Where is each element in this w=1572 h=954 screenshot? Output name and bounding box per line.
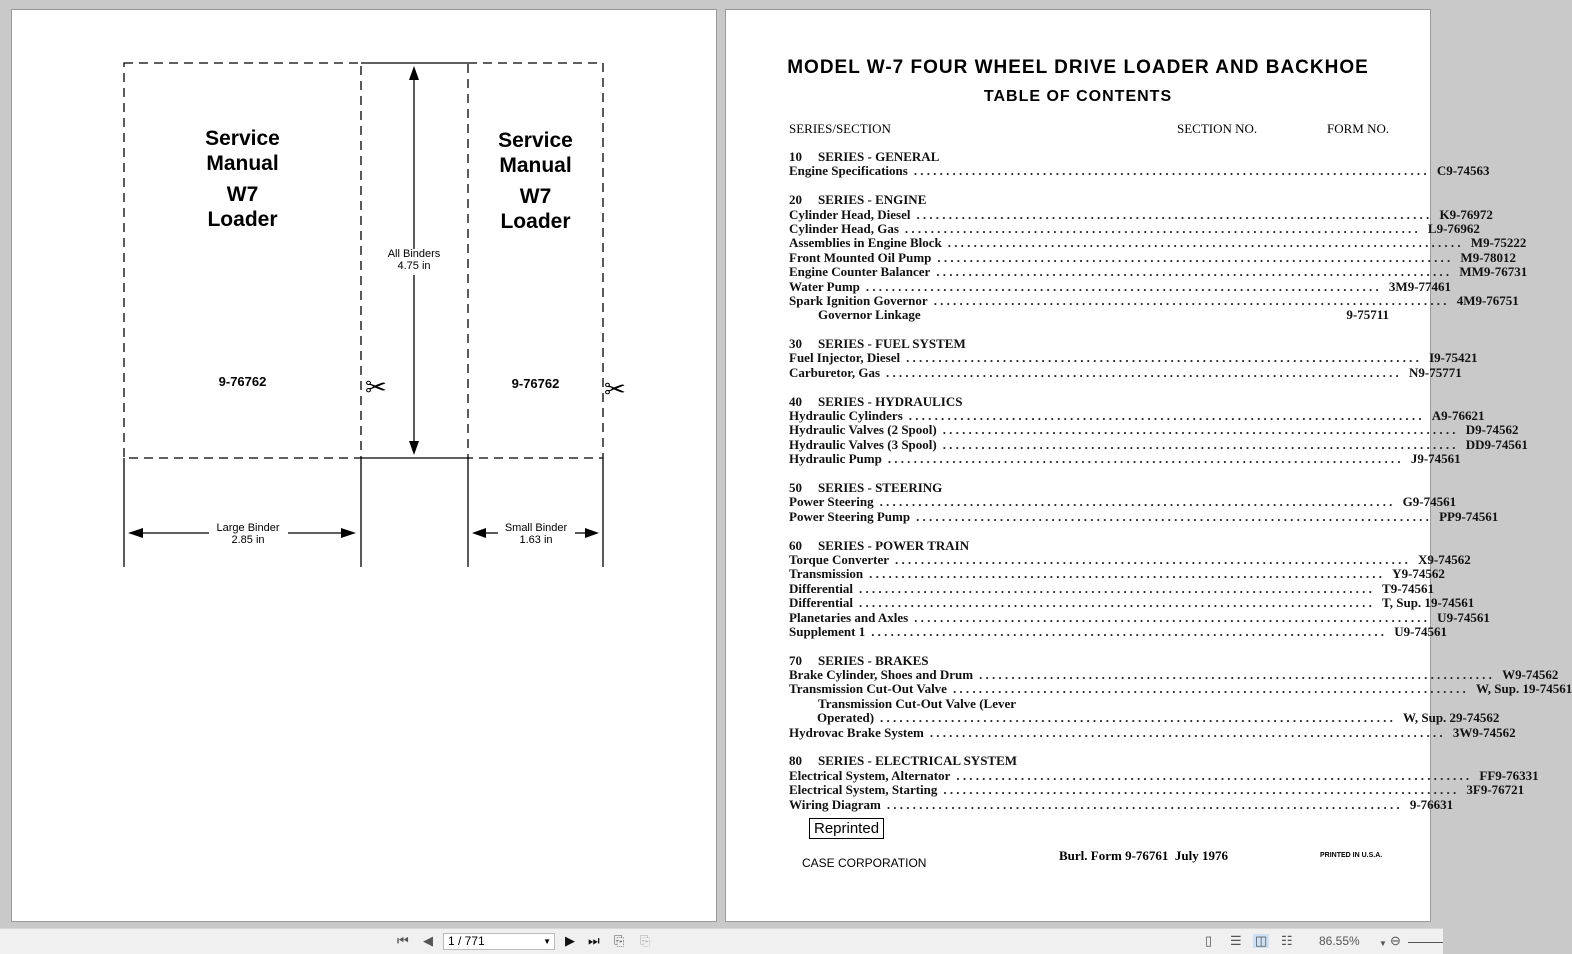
dot-leader: ................................................................................ <box>942 436 1459 452</box>
all-binders-size: 4.75 in <box>397 260 431 272</box>
series-title: SERIES - FUEL SYSTEM <box>818 336 966 352</box>
entry-name: Brake Cylinder, Shoes and Drum <box>789 667 974 683</box>
series-heading <box>789 150 1389 164</box>
entry-form: 9-76331 <box>1495 767 1539 783</box>
entry-section: T <box>1382 580 1391 596</box>
toc-series-group <box>789 336 1478 380</box>
dot-leader: ................................................................................ <box>887 451 1404 467</box>
document-title: MODEL W-7 FOUR WHEEL DRIVE LOADER AND BACKHOE <box>787 57 1369 78</box>
entry-name: Hydraulic Valves (2 Spool) <box>789 422 937 438</box>
entry-form: 9-76751 <box>1475 292 1519 308</box>
entry-name: Transmission Cut-Out Valve <box>789 681 947 697</box>
series-heading <box>789 654 1389 668</box>
entry-section: A <box>1431 408 1442 424</box>
entry-section: W, Sup. 2 <box>1403 710 1457 726</box>
dot-leader: ................................................................................ <box>913 163 1430 179</box>
toc-heading: TABLE OF CONTENTS <box>983 88 1173 105</box>
series-number: 70 <box>789 652 802 668</box>
entry-name: Cylinder Head, Diesel <box>789 206 911 222</box>
dot-leader: ................................................................................ <box>947 235 1464 251</box>
series-number: 30 <box>789 336 802 352</box>
series-number: 80 <box>789 753 802 769</box>
series-number: 40 <box>789 393 802 409</box>
entry-section: G <box>1402 494 1413 510</box>
entry-form: 9-76972 <box>1449 206 1493 222</box>
entry-form: 9-75771 <box>1418 364 1462 380</box>
left-page <box>11 9 717 922</box>
entry-section: K <box>1439 206 1450 222</box>
header-form: FORM NO. <box>1327 121 1390 136</box>
toc-series-group <box>789 192 1528 323</box>
dot-leader <box>1016 697 1182 711</box>
toc-entry <box>789 451 1461 467</box>
toc-entry <box>789 681 1572 697</box>
header-series: SERIES/SECTION <box>789 121 891 136</box>
entry-name: Hydrovac Brake System <box>789 724 924 740</box>
entry-name: Electrical System, Starting <box>789 782 938 798</box>
series-title: SERIES - STEERING <box>818 479 943 495</box>
dot-leader: ................................................................................ <box>895 551 1412 567</box>
entry-section: W <box>1502 667 1516 683</box>
entry-name: Engine Specifications <box>789 163 908 179</box>
entry-name: Assemblies in Engine Block <box>789 235 942 251</box>
entry-section: W, Sup. 1 <box>1475 681 1529 697</box>
toc-entry <box>789 796 1454 812</box>
small-binder-line3: W7 <box>519 185 552 208</box>
toc-entry <box>789 623 1447 639</box>
entry-form: 9-75222 <box>1483 235 1527 251</box>
entry-section <box>1403 798 1410 812</box>
series-number: 10 <box>789 149 802 164</box>
series-number: 50 <box>789 479 802 495</box>
entry-section: I <box>1429 350 1435 366</box>
entry-name: Front Mounted Oil Pump <box>789 249 932 265</box>
toc-entry <box>789 551 1471 567</box>
dot-leader: ................................................................................ <box>871 623 1388 639</box>
dot-leader: ................................................................................ <box>904 220 1421 236</box>
dot-leader: ................................................................................ <box>929 724 1446 740</box>
toc-entry <box>789 566 1445 582</box>
entry-section: M <box>1470 235 1484 251</box>
entry-section: N <box>1409 364 1419 380</box>
entry-name: Governor Linkage <box>818 307 921 323</box>
bottom-toolbar <box>0 928 1443 954</box>
toc-entry <box>789 767 1539 783</box>
dot-leader: ................................................................................ <box>956 767 1473 783</box>
large-binder-line1: Service <box>205 127 280 150</box>
toc-entry <box>789 422 1519 438</box>
toc-series-group <box>789 537 1490 640</box>
toc-series-group <box>789 652 1572 740</box>
company-name: CASE CORPORATION <box>802 856 927 870</box>
entry-name: Carburetor, Gas <box>789 364 880 380</box>
series-title: SERIES - BRAKES <box>818 652 929 668</box>
series-heading <box>789 395 1389 409</box>
entry-form: 9-74561 <box>1528 681 1572 697</box>
entry-section: FF <box>1479 767 1496 783</box>
entry-form: 9-74562 <box>1401 566 1445 582</box>
toc-entry <box>789 508 1499 524</box>
entry-form: 9-74561 <box>1484 436 1528 452</box>
small-binder-label: Small Binder <box>504 522 568 534</box>
entry-section: L <box>1427 220 1437 236</box>
toc-entry <box>789 264 1528 280</box>
series-title: SERIES - HYDRAULICS <box>818 393 963 409</box>
entry-section: D <box>1465 422 1476 438</box>
series-title: SERIES - ELECTRICAL SYSTEM <box>818 753 1018 769</box>
entry-section: M <box>1460 249 1473 265</box>
large-binder-outline <box>124 63 361 458</box>
toc-entry <box>789 595 1475 611</box>
entry-section: DD <box>1465 436 1485 452</box>
dot-leader: ................................................................................ <box>933 292 1450 308</box>
toc-entry <box>789 436 1528 452</box>
two-page-continuous-view-icon[interactable]: ☷ <box>1281 933 1293 948</box>
dot-leader: ................................................................................ <box>936 264 1453 280</box>
entry-form: 9-74563 <box>1446 163 1490 179</box>
toc-entry <box>789 249 1517 265</box>
entry-section: C <box>1436 163 1447 179</box>
next-page-icon[interactable]: ▶ <box>565 933 575 948</box>
dot-leader: ................................................................................ <box>916 206 1433 222</box>
series-number: 60 <box>789 537 802 553</box>
two-page-view-icon[interactable]: ◫ <box>1255 933 1268 948</box>
entry-section <box>1182 308 1329 322</box>
entry-form: 9-74562 <box>1427 551 1471 567</box>
zoom-slider[interactable] <box>1408 942 1443 943</box>
entry-name: Supplement 1 <box>789 623 866 639</box>
entry-section <box>1182 697 1329 711</box>
entry-form: 9-74561 <box>1412 494 1457 510</box>
large-binder-size: 2.85 in <box>231 534 265 546</box>
toc-entry <box>789 408 1485 424</box>
dot-leader: ................................................................................ <box>886 364 1402 380</box>
entry-name: Water Pump <box>789 278 860 294</box>
entry-name: Planetaries and Axles <box>789 609 909 625</box>
entry-form: 9-76962 <box>1436 220 1480 236</box>
small-binder-line2: Manual <box>499 154 572 177</box>
toc-entry <box>789 782 1525 798</box>
entry-name: Operated) <box>817 710 875 726</box>
entry-form: 9-76621 <box>1441 408 1485 424</box>
entry-name: Engine Counter Balancer <box>789 264 931 280</box>
entry-name: Hydraulic Cylinders <box>789 408 903 424</box>
right-page <box>725 9 1572 922</box>
copy-page-icon[interactable]: ⎘ <box>640 933 651 948</box>
toc-entry <box>789 292 1519 308</box>
dot-leader: ................................................................................ <box>916 508 1433 524</box>
page-number-field[interactable] <box>443 933 555 950</box>
small-binder-size: 1.63 in <box>519 534 553 546</box>
toc-entry <box>789 667 1559 683</box>
zoom-level[interactable]: 86.55% <box>1319 934 1360 948</box>
toc-entry <box>789 350 1478 366</box>
toc-entry <box>789 206 1493 222</box>
binder-spine-diagram <box>1 1 718 601</box>
entry-section: 3W <box>1452 724 1473 740</box>
entry-name: Hydraulic Valves (3 Spool) <box>789 436 937 452</box>
series-heading <box>789 754 1389 768</box>
scissors-icon: ✂ <box>604 374 626 404</box>
entry-name: Spark Ignition Governor <box>789 292 928 308</box>
toc-entry <box>789 710 1500 726</box>
toc-entry <box>789 609 1490 625</box>
entry-section: PP <box>1439 508 1455 524</box>
chevron-down-icon[interactable]: ▼ <box>543 937 551 946</box>
dot-leader: ................................................................................ <box>942 422 1459 438</box>
dot-leader: ................................................................................ <box>869 566 1386 582</box>
entry-form: 9-74562 <box>1472 724 1516 740</box>
entry-form: 9-76731 <box>1483 264 1528 280</box>
entry-form: 9-75421 <box>1434 350 1478 366</box>
header-section: SECTION NO. <box>1177 121 1258 136</box>
printed-in-usa: PRINTED IN U.S.A. <box>1320 852 1383 859</box>
large-binder-label: Large Binder <box>216 522 280 534</box>
entry-form: 9-74561 <box>1430 595 1475 611</box>
entry-form: 9-74561 <box>1446 609 1490 625</box>
entry-form: 9-76631 <box>1409 796 1454 812</box>
entry-form: 9-76721 <box>1480 782 1525 798</box>
small-binder-form: 9-76762 <box>511 376 560 391</box>
large-binder-line4: Loader <box>207 208 278 231</box>
entry-name: Cylinder Head, Gas <box>789 220 899 236</box>
series-title: SERIES - POWER TRAIN <box>818 537 970 553</box>
toc-series-group <box>789 753 1539 812</box>
series-title: SERIES - ENGINE <box>818 192 927 208</box>
dot-leader: ................................................................................ <box>937 249 1454 265</box>
small-binder-line1: Service <box>498 129 573 152</box>
entry-section: X <box>1418 551 1428 567</box>
toc-entry <box>789 235 1527 251</box>
toc-series-group <box>789 393 1528 467</box>
entry-form: 9-77461 <box>1407 278 1452 294</box>
entry-section: U <box>1394 623 1404 639</box>
dot-leader: ................................................................................ <box>914 609 1431 625</box>
page-number-value: 1 / 771 <box>448 934 485 948</box>
large-binder-line2: Manual <box>206 152 279 175</box>
entry-name: Hydraulic Pump <box>789 451 882 467</box>
entry-name: Power Steering <box>789 494 874 510</box>
entry-name: Transmission Cut-Out Valve (Lever <box>818 695 1017 711</box>
dot-leader: ................................................................................ <box>859 580 1376 596</box>
dot-leader: ................................................................................ <box>906 350 1423 366</box>
toc-entry <box>789 163 1490 179</box>
entry-section: U <box>1437 609 1447 625</box>
toc-series-group <box>789 479 1499 524</box>
dot-leader: ................................................................................ <box>865 278 1382 294</box>
entry-section: MM <box>1459 264 1484 280</box>
all-binders-label: All Binders <box>387 248 441 260</box>
entry-form: 9-74562 <box>1456 710 1500 726</box>
dot-leader: ................................................................................ <box>908 408 1425 424</box>
form-date: Burl. Form 9-76761 July 1976 <box>1059 848 1228 863</box>
entry-name: Differential <box>789 580 854 596</box>
entry-name: Wiring Diagram <box>789 796 881 812</box>
continuous-view-icon[interactable]: ☰ <box>1230 933 1242 948</box>
toc-series-group <box>789 149 1490 179</box>
zoom-out-icon[interactable]: ⊖ <box>1390 933 1401 948</box>
large-binder-line3: W7 <box>226 183 259 206</box>
scissors-icon: ✂ <box>365 372 387 402</box>
entry-name: Torque Converter <box>789 551 890 567</box>
series-title: SERIES - GENERAL <box>818 149 940 164</box>
series-heading <box>789 481 1389 495</box>
first-page-icon[interactable]: ⏮ <box>397 933 409 948</box>
entry-name: Electrical System, Alternator <box>789 767 951 783</box>
previous-page-icon[interactable]: ◀ <box>423 933 433 948</box>
toc-entry <box>789 278 1452 294</box>
reprinted-stamp: Reprinted <box>809 818 884 839</box>
dot-leader: ................................................................................ <box>952 681 1469 697</box>
entry-form: 9-74561 <box>1390 580 1435 596</box>
entry-name: Differential <box>789 595 854 611</box>
entry-form: 9-74561 <box>1417 451 1461 467</box>
toc-entry <box>789 364 1462 380</box>
entry-form: 9-78012 <box>1472 249 1517 265</box>
entry-section: Y <box>1392 566 1402 582</box>
dot-leader: ................................................................................ <box>979 667 1496 683</box>
toc-entry <box>789 308 1389 322</box>
series-number: 20 <box>789 192 802 208</box>
series-heading <box>789 193 1389 207</box>
last-page-icon[interactable]: ⏭ <box>588 933 600 948</box>
series-heading <box>789 539 1389 553</box>
small-binder-outline <box>468 63 603 458</box>
toc-entry <box>789 494 1457 510</box>
rotate-page-icon[interactable]: ⎘ <box>614 933 625 948</box>
entry-section: 3F <box>1466 782 1481 798</box>
zoom-dropdown-icon[interactable]: ▼ <box>1379 939 1387 948</box>
entry-name: Power Steering Pump <box>789 508 911 524</box>
large-binder-form: 9-76762 <box>218 374 267 389</box>
entry-section: 4M <box>1456 292 1476 308</box>
small-binder-line4: Loader <box>500 210 571 233</box>
entry-name: Fuel Injector, Diesel <box>789 350 901 366</box>
dot-leader: ................................................................................ <box>943 782 1460 798</box>
toc-entry <box>789 697 1389 711</box>
entry-section: J <box>1410 451 1418 467</box>
entry-form: 9-75711 <box>1346 307 1389 323</box>
dot-leader <box>921 308 1182 322</box>
toc-entry <box>789 724 1516 740</box>
entry-form <box>1329 697 1389 711</box>
toc-entry <box>789 220 1480 236</box>
entry-form: 9-74561 <box>1454 508 1499 524</box>
dot-leader: ................................................................................ <box>880 710 1397 726</box>
entry-section: T, Sup. 1 <box>1382 595 1431 611</box>
series-heading <box>789 337 1389 351</box>
dot-leader: ................................................................................ <box>859 595 1376 611</box>
entry-form: 9-74562 <box>1515 667 1559 683</box>
toc-entry <box>789 580 1435 596</box>
single-page-view-icon[interactable]: ▯ <box>1205 933 1213 948</box>
entry-form: 9-74561 <box>1403 623 1447 639</box>
dot-leader: ................................................................................ <box>886 796 1403 812</box>
entry-form: 9-74562 <box>1475 422 1519 438</box>
dot-leader: ................................................................................ <box>879 494 1396 510</box>
entry-name: Transmission <box>789 566 864 582</box>
entry-section: 3M <box>1388 278 1408 294</box>
toc-list <box>789 149 1572 826</box>
